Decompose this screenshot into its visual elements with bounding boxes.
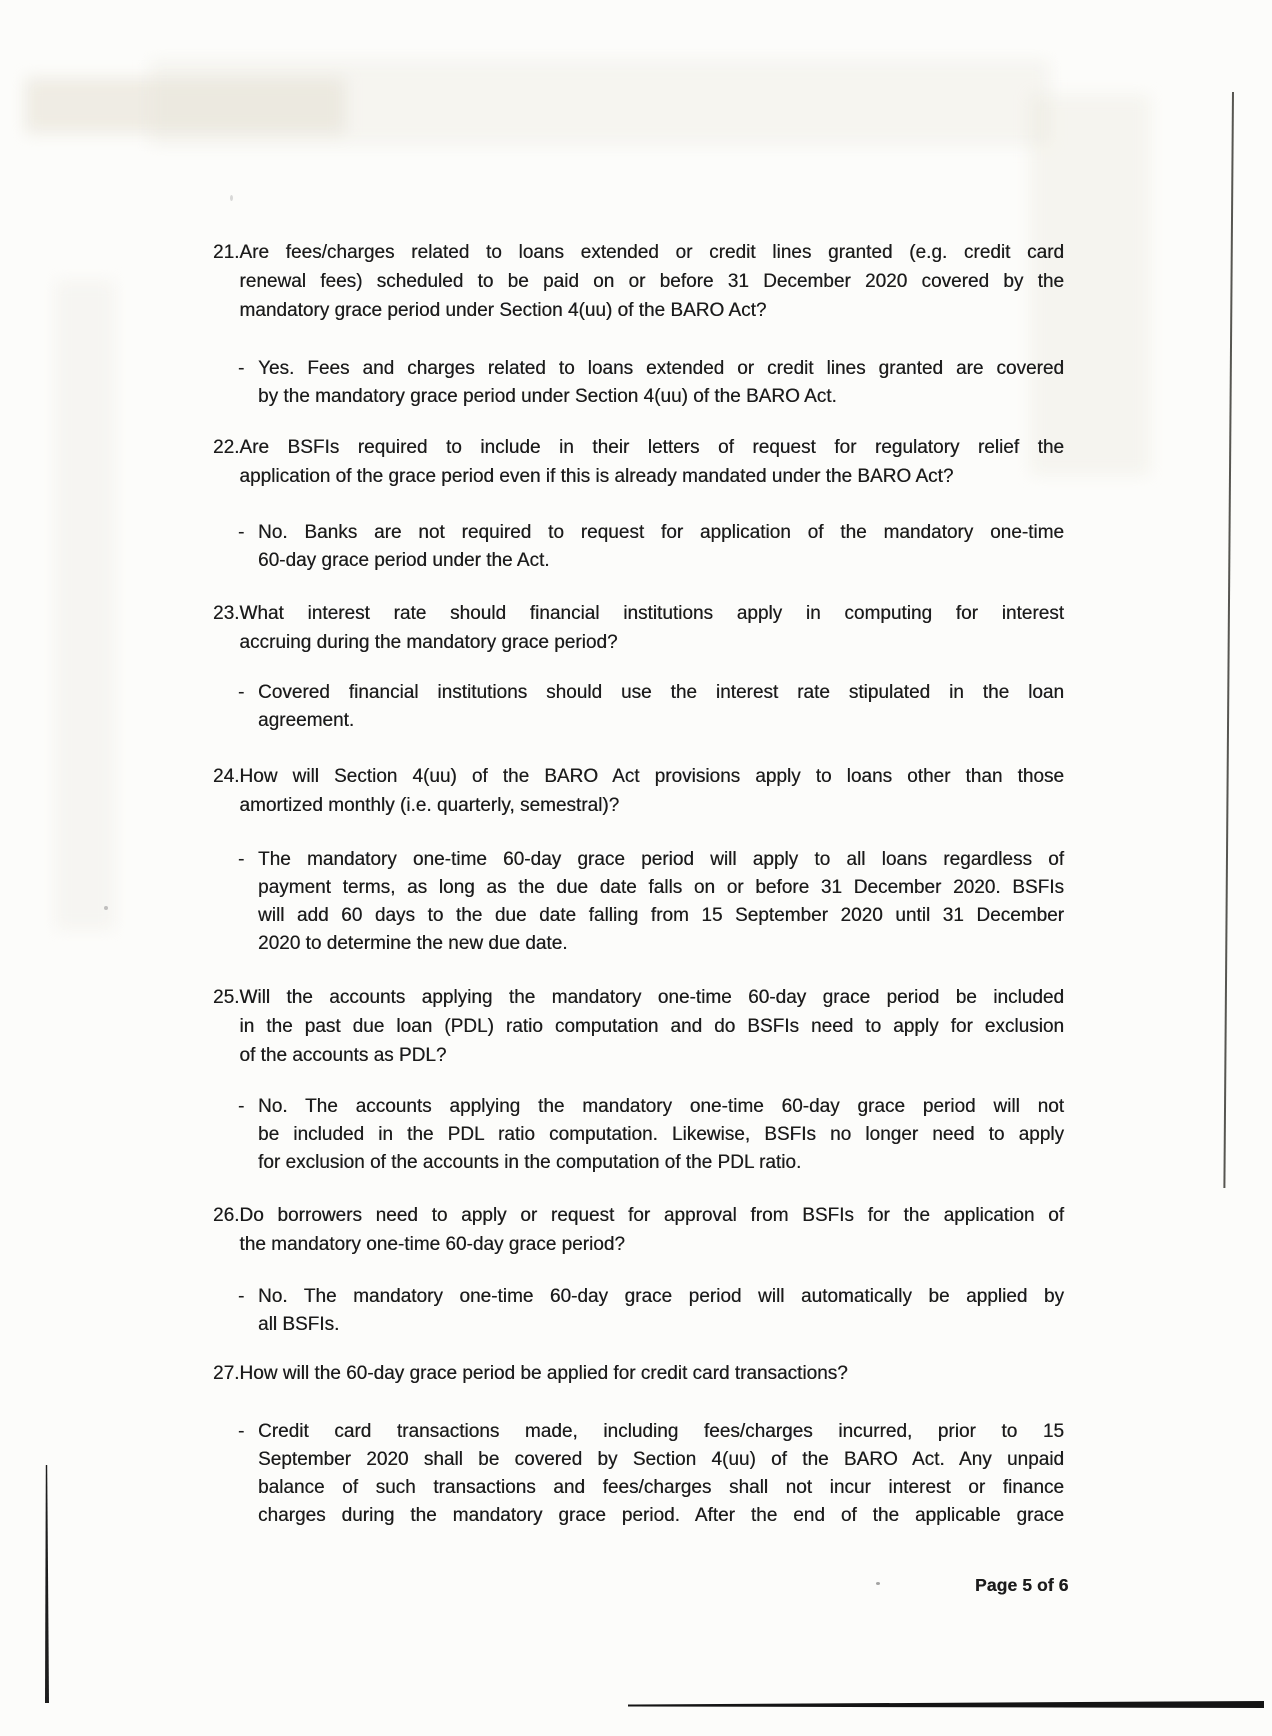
scan-smudge [150,60,1050,145]
faq-question-21 [213,238,1064,325]
answer-line: Credit card transactions made, including fees/charges incurred, prior to 15 [258,1421,1064,1442]
question-number: 23. [213,603,240,624]
answer-line: for exclusion of the accounts in the computation of the PDL ratio. [258,1152,802,1173]
answer-line: balance of such transactions and fees/charges shall not incur interest or finance [258,1477,1064,1498]
question-number: 27. [213,1363,240,1384]
answer-line: charges during the mandatory grace period. After the end of the applicable grace [258,1505,1064,1526]
answer-line: by the mandatory grace period under Section 4(uu) of the BARO Act. [258,386,837,407]
question-line: Are fees/charges related to loans extended or credit lines granted (e.g. credit card [239,242,1064,263]
answer-line: payment terms, as long as the due date falls on or before 31 December 2020. BSFIs [258,877,1064,898]
answer-bullet: - [238,1096,245,1117]
question-line: Will the accounts applying the mandatory one-time 60-day grace period be included [239,987,1064,1008]
answer-line: Covered financial institutions should use the interest rate stipulated in the loan [258,682,1064,703]
faq-question-23 [213,599,1064,657]
scan-smudge [55,280,115,930]
scan-speck [876,1582,880,1585]
answer-line: No. The accounts applying the mandatory one-time 60-day grace period will not [258,1096,1064,1117]
answer-bullet: - [238,358,245,379]
question-line: of the accounts as PDL? [239,1045,447,1066]
question-line: Do borrowers need to apply or request for approval from BSFIs for the application of [239,1205,1064,1226]
answer-line: be included in the PDL ratio computation. Likewise, BSFIs no longer need to apply [258,1124,1064,1145]
answer-bullet: - [238,522,245,543]
faq-answer-23 [213,679,1064,735]
answer-line: No. The mandatory one-time 60-day grace period will automatically be applied by [258,1286,1064,1307]
answer-line: agreement. [258,710,355,731]
faq-answer-25 [213,1093,1064,1177]
answer-line: No. Banks are not required to request for application of the mandatory one-time [258,522,1064,543]
scan-smudge [25,78,345,133]
question-line: renewal fees) scheduled to be paid on or before 31 December 2020 covered by the [239,271,1064,292]
faq-answer-21 [213,355,1064,411]
faq-answer-27 [213,1418,1064,1530]
scan-vertical-line-right [1223,92,1233,1188]
answer-bullet: - [238,682,245,703]
question-number: 24. [213,766,240,787]
answer-line: September 2020 shall be covered by Section 4(uu) of the BARO Act. Any unpaid [258,1449,1064,1470]
faq-question-22 [213,433,1064,491]
faq-answer-24 [213,846,1064,958]
question-line: How will Section 4(uu) of the BARO Act provisions apply to loans other than those [239,766,1064,787]
answer-line: will add 60 days to the due date falling from 15 September 2020 until 31 December [258,905,1064,926]
question-line: in the past due loan (PDL) ratio computation and do BSFIs need to apply for exclusion [239,1016,1064,1037]
question-number: 22. [213,437,240,458]
scan-horizontal-line-bottom [628,1701,1264,1708]
question-line: How will the 60-day grace period be applied for credit card transactions? [239,1363,848,1384]
answer-line: Yes. Fees and charges related to loans extended or credit lines granted are covered [258,358,1064,379]
question-line: mandatory grace period under Section 4(uu) of the BARO Act? [239,300,767,321]
faq-question-25 [213,983,1064,1070]
answer-line: all BSFIs. [258,1314,340,1335]
question-line: accruing during the mandatory grace period? [239,632,618,653]
scan-speck [104,906,108,910]
question-line: application of the grace period even if this is already mandated under the BARO Act? [239,466,954,487]
answer-bullet: - [238,849,245,870]
faq-answer-26 [213,1283,1064,1339]
faq-question-26 [213,1201,1064,1259]
answer-bullet: - [238,1421,245,1442]
faq-answer-22 [213,519,1064,575]
question-line: the mandatory one-time 60-day grace period? [239,1234,625,1255]
answer-bullet: - [238,1286,245,1307]
page-number: Page 5 of 6 [975,1575,1069,1595]
scan-vertical-line-bottom-left [45,1465,49,1703]
question-number: 26. [213,1205,240,1226]
faq-question-24 [213,762,1064,820]
question-number: 21. [213,242,240,263]
question-number: 25. [213,987,240,1008]
answer-line: 60-day grace period under the Act. [258,550,550,571]
answer-line: 2020 to determine the new due date. [258,933,568,954]
question-line: amortized monthly (i.e. quarterly, semestral)? [239,795,620,816]
question-line: What interest rate should financial institutions apply in computing for interest [239,603,1064,624]
question-line: Are BSFIs required to include in their letters of request for regulatory relief the [239,437,1064,458]
scan-speck [230,195,233,201]
answer-line: The mandatory one-time 60-day grace period will apply to all loans regardless of [258,849,1064,870]
faq-question-27 [213,1359,1064,1388]
